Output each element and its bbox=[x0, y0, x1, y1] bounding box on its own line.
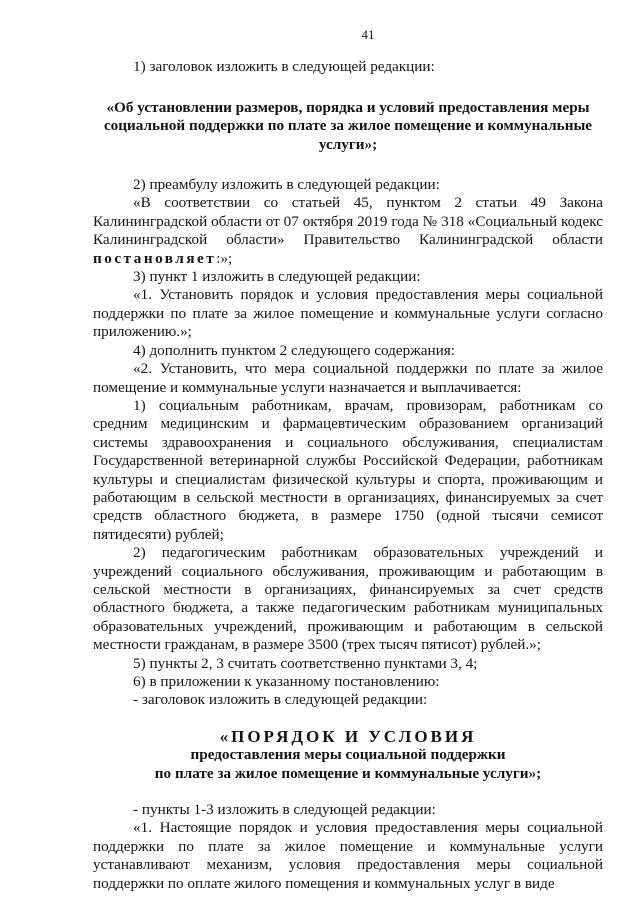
preamble-text: «В соответствии со статьей 45, пунктом 2 статьи 49 Закона Калининградской области от 07 октября 2019 года № 318 «Социальный кодекс Калининградской области» Правительство Калининградской области bbox=[93, 194, 603, 249]
point-2-sub-1: 1) социальным работникам, врачам, провизорам, работникам со средним медицинским и фармацевтическим образованием организаций системы здравоохранения и социального обслуживания, специалистам Государственной ветеринарной службы Российской Федерации, работникам культуры и специалистам физической культуры и спорта, проживающим и работающим в сельской местности в организациях, финансируемых за счет средств областного бюджета, в размере 1750 (одной тысячи семисот пятидесяти) рублей; bbox=[93, 396, 603, 543]
point-2-intro: «2. Установить, что мера социальной поддержки по плате за жилое помещение и коммунальные услуги назначается и выплачивается: bbox=[93, 360, 603, 396]
item-4: 4) дополнить пунктом 2 следующего содержания: bbox=[133, 341, 455, 359]
point-2-sub-2: 2) педагогическим работникам образовательных учреждений и учреждений социального обслуживания, проживающим и работающим в сельской местности в организациях, финансируемых за счет средств областного бюджета, а также педагогическим работникам муниципальных образовательных учреждений, проживающим и работающим в сельской местности гражданам, в размере 3500 (трех тысяч пятисот) рублей.»; bbox=[93, 544, 603, 654]
item-5: 5) пункты 2, 3 считать соответственно пунктами 3, 4; bbox=[133, 654, 478, 672]
annex-title-line-2: предоставления меры социальной поддержки bbox=[190, 746, 506, 764]
item-6: 6) в приложении к указанному постановлению: bbox=[133, 673, 440, 690]
preamble-decree: постановляет bbox=[93, 249, 217, 267]
item-6-points: - пункты 1-3 изложить в следующей редакции: bbox=[133, 801, 436, 819]
item-6-sub: - заголовок изложить в следующей редакции: bbox=[133, 691, 428, 709]
point-1-text: «1. Установить порядок и условия предоставления меры социальной поддержки по плате за жилое помещение и коммунальные услуги согласно приложению.»; bbox=[93, 286, 603, 341]
annex-title-line-3: по плате за жилое помещение и коммунальные услуги»; bbox=[154, 764, 542, 782]
new-title: «Об установлении размеров, порядка и условий предоставления меры социальной поддержки по плате за жилое помещение и коммунальные услуги»; bbox=[103, 98, 593, 153]
preamble-end: :»; bbox=[216, 249, 233, 267]
annex-point-1: «1. Настоящие порядок и условия предоставления меры социальной поддержки по плате за жилое помещение и коммунальные услуги устанавливают механизм, условия предоставления меры социальной поддержки по оплате жилого помещения и коммунальных услуг в виде bbox=[93, 819, 603, 892]
item-3: 3) пункт 1 изложить в следующей редакции: bbox=[133, 268, 421, 286]
item-1: 1) заголовок изложить в следующей редакции: bbox=[133, 58, 435, 76]
page-number: 41 bbox=[361, 27, 375, 42]
preamble bbox=[93, 194, 603, 268]
annex-title-main: «ПОРЯДОК И УСЛОВИЯ bbox=[219, 726, 477, 746]
item-2: 2) преамбулу изложить в следующей редакции: bbox=[133, 176, 440, 194]
